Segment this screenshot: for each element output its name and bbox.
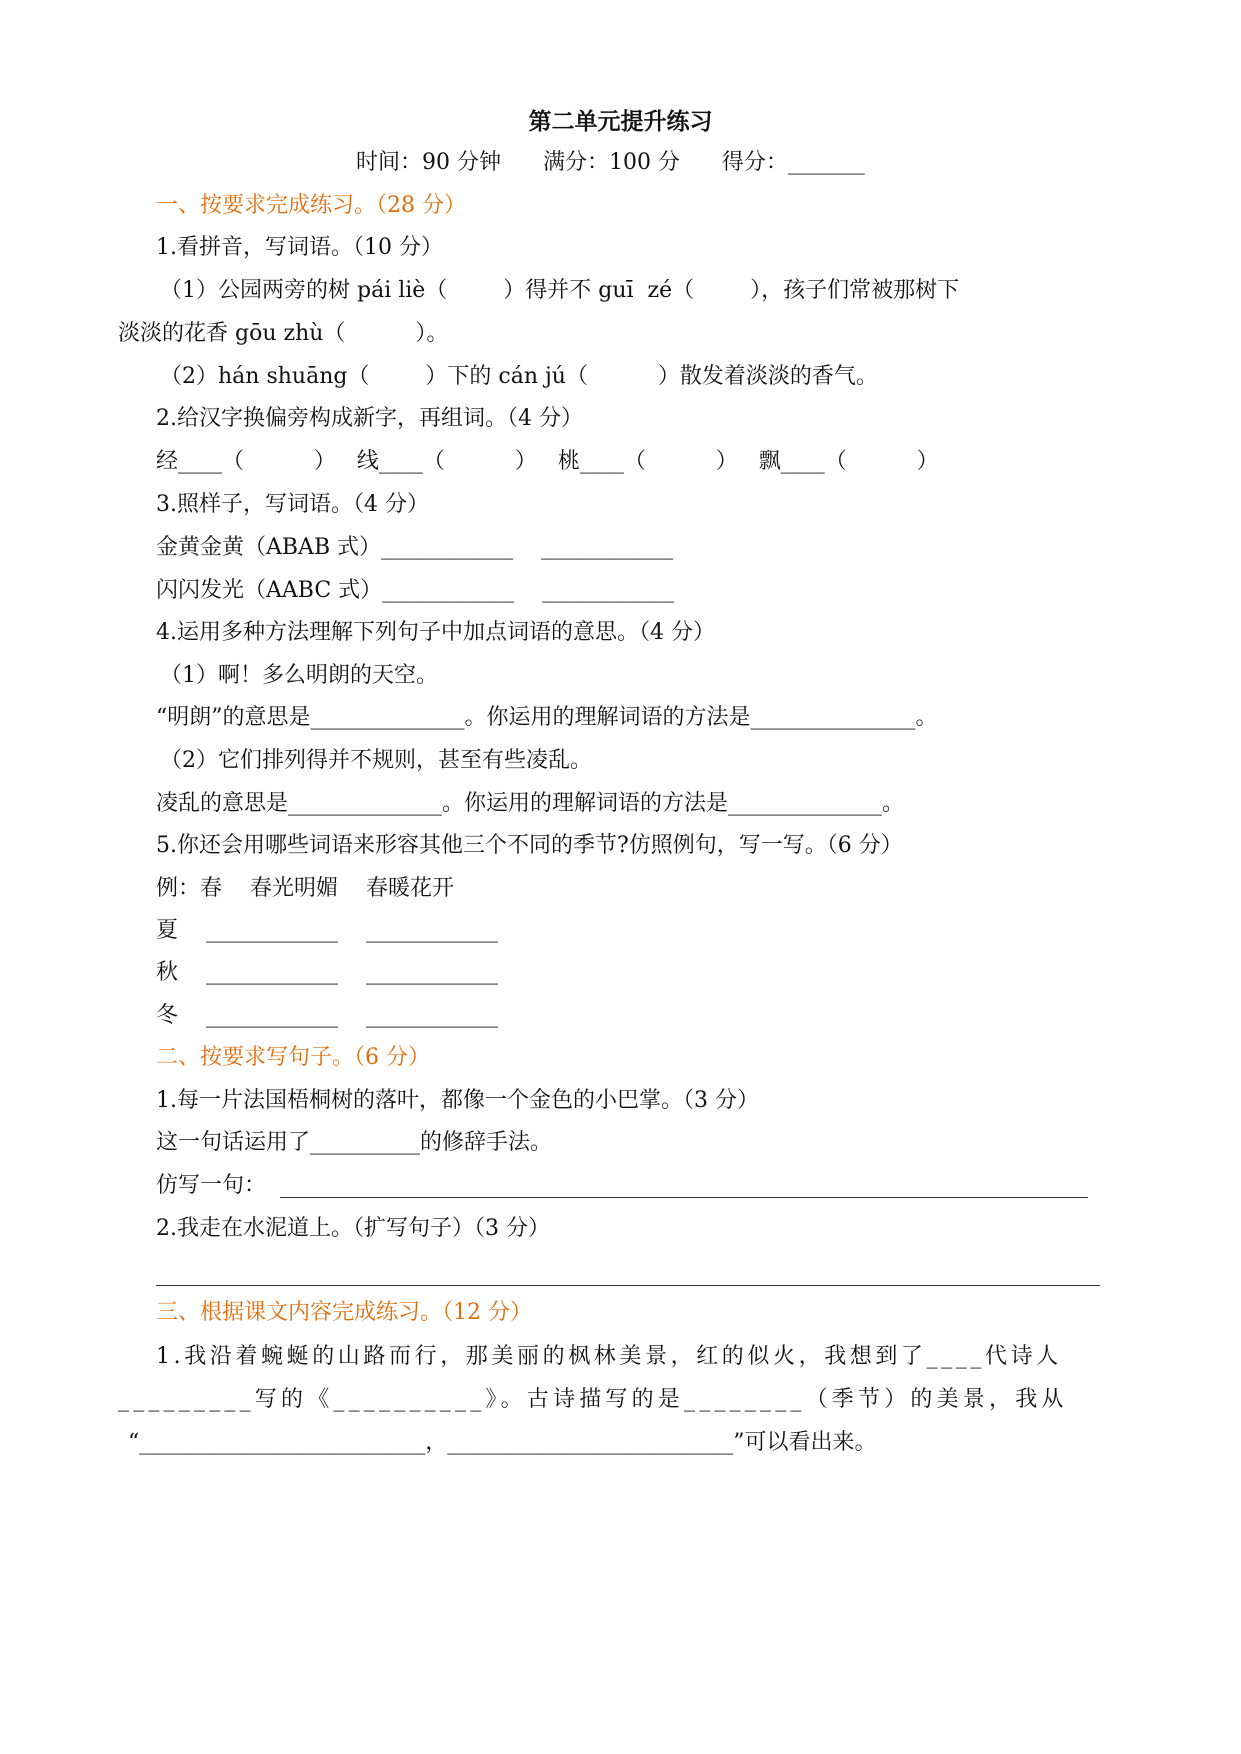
q1-sentence-2: （2）hán shuāng（ ）下的 cán jú（ ）散发着淡淡的香气。: [160, 364, 878, 389]
s2-q2-title: 2.我走在水泥道上。（扩写句子）（3 分）: [156, 1216, 550, 1241]
q1-sentence-1b: 淡淡的花香 gōu zhù（ ）。: [118, 321, 449, 346]
s2-q1-rhetoric: 这一句话运用了__________的修辞手法。: [156, 1130, 553, 1155]
q2-title: 2.给汉字换偏旁构成新字，再组词。（4 分）: [156, 406, 583, 431]
q5-winter: 冬 ____________ ____________: [156, 1003, 498, 1028]
section-1-heading: 一、按要求完成练习。（28 分）: [156, 193, 466, 218]
page-title: 第二单元提升练习: [528, 108, 713, 135]
q1-title: 1.看拼音，写词语。（10 分）: [156, 235, 443, 260]
q1-sentence-1a: （1）公园两旁的树 pái liè（ ）得并不 guī zé（ ），孩子们常被那树下: [160, 278, 960, 303]
section-3-heading: 三、根据课文内容完成练习。（12 分）: [156, 1300, 532, 1325]
answer-line: [280, 1197, 1088, 1198]
q5-summer: 夏 ____________ ____________: [156, 918, 498, 943]
s3-line-2: _________写的《__________》。古诗描写的是________（季节）的美景，我从: [118, 1387, 1068, 1412]
section-2-heading: 二、按要求写句子。（6 分）: [156, 1045, 430, 1070]
exam-meta: 时间：90 分钟 满分：100 分 得分：_______: [356, 150, 865, 175]
q4-answer-1: “明朗”的意思是______________。你运用的理解词语的方法是_______________。: [156, 705, 938, 730]
q5-example: 例：春 春光明媚 春暖花开: [156, 876, 454, 901]
q2-line: 经____（ ） 线____（ ） 桃____（ ） 飘____（ ）: [156, 449, 939, 474]
q3-line-1: 金黄金黄（ABAB 式）____________ ____________: [156, 535, 674, 560]
answer-line: [156, 1285, 1100, 1286]
q4-answer-2: 凌乱的意思是______________。你运用的理解词语的方法是______________。: [156, 791, 905, 816]
s3-line-3: “__________________________，__________________________”可以看出来。: [128, 1430, 877, 1455]
q3-line-2: 闪闪发光（AABC 式）____________ ____________: [156, 578, 675, 603]
q4-sentence-2: （2）它们排列得并不规则，甚至有些凌乱。: [160, 748, 592, 773]
q5-title: 5.你还会用哪些词语来形容其他三个不同的季节?仿照例句，写一写。（6 分）: [156, 833, 903, 858]
s3-line-1: 1.我沿着蜿蜒的山路而行，那美丽的枫林美景，红的似火，我想到了____代诗人: [156, 1344, 1062, 1369]
q3-title: 3.照样子，写词语。（4 分）: [156, 492, 429, 517]
q4-title: 4.运用多种方法理解下列句子中加点词语的意思。（4 分）: [156, 620, 715, 645]
q4-sentence-1: （1）啊！多么明朗的天空。: [160, 663, 438, 688]
s2-q1-imitate-label: 仿写一句：: [156, 1173, 267, 1198]
q5-autumn: 秋 ____________ ____________: [156, 960, 498, 985]
s2-q1-title: 1.每一片法国梧桐树的落叶，都像一个金色的小巴掌。（3 分）: [156, 1088, 759, 1113]
